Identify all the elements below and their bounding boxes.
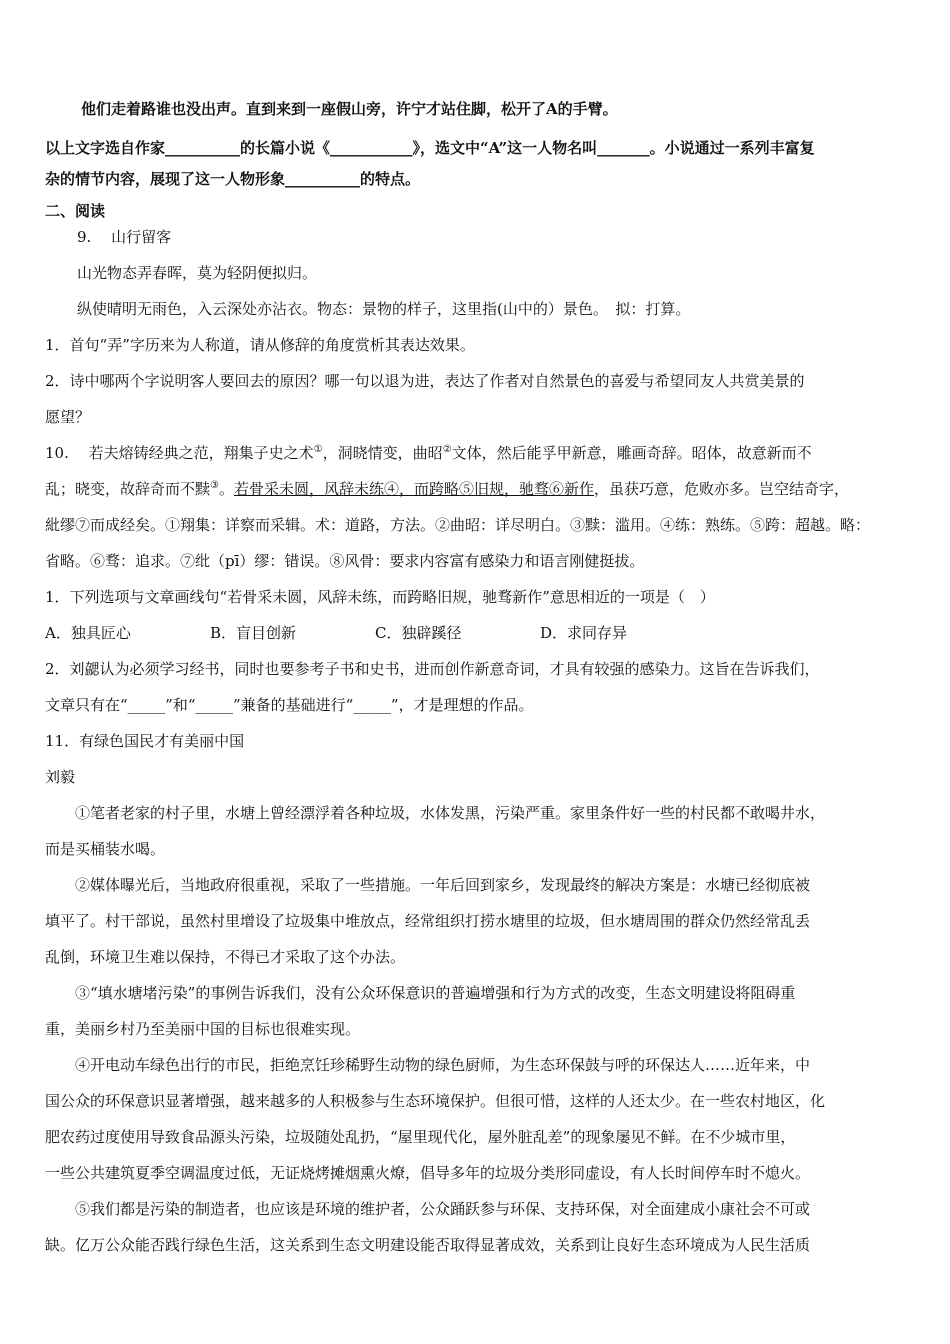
footnote-mark-1: ① <box>313 444 323 455</box>
q9-title: 9. 山行留客 <box>77 228 172 246</box>
q11-paragraph-4-line-3: 肥农药过度使用导致食品源头污染，垃圾随处乱扔，“屋里现代化，屋外脏乱差”的现象屡见不鲜。在不少城市里， <box>45 1128 796 1146</box>
option-b[interactable]: B．盲目创新 <box>210 624 297 642</box>
q10-subquestion-2-line-1: 2．刘勰认为必须学习经书，同时也要参考子书和史书，进而创作新意奇词，才具有较强的感染力。这旨在告诉我们， <box>45 660 820 678</box>
footnote-mark-3: ③ <box>210 480 219 491</box>
q11-paragraph-4-line-2: 国公众的环保意识显著增强，越来越多的人积极参与生态环境保护。但很可惜，这样的人还太少。在一些农村地区，化 <box>45 1092 826 1110</box>
q10-passage-line-3-notes: 紕缪⑦而成经矣。①翔集：详察而采辑。术：道路，方法。②曲昭：详尽明白。③黩：滥用。④练：熟练。⑤跨：超越。略： <box>45 516 871 534</box>
q11-paragraph-2-line-1: ②媒体曝光后，当地政府很重视，采取了一些措施。一年后回到家乡，发现最终的解决方案是：水塘已经彻底被 <box>75 876 811 894</box>
underlined-sentence: 若骨采未圆，风辞未练④，而跨略⑤旧规，驰骛⑥新作 <box>234 480 595 498</box>
q11-paragraph-4-line-4: 一些公共建筑夏季空调温度过低，无证烧烤摊烟熏火燎，倡导多年的垃圾分类形同虚设，有人长时间停车时不熄火。 <box>45 1164 811 1182</box>
q10-options <box>45 622 905 644</box>
q11-paragraph-5-line-1: ⑤我们都是污染的制造者，也应该是环境的维护者，公众踊跃参与环保、支持环保，对全面建成小康社会不可或 <box>75 1200 811 1218</box>
fill-blank-question-line-2: 杂的情节内容，展现了这一人物形象__________的特点。 <box>45 170 421 188</box>
q11-title: 11．有绿色国民才有美丽中国 <box>45 732 245 750</box>
q9-poem-line-1: 山光物态弄春晖，莫为轻阴便拟归。 <box>77 264 318 282</box>
q10-subquestion-1: 1．下列选项与文章画线句“若骨采未圆，风辞未练，而跨略旧规，驰骛新作”意思相近的一项是（ ） <box>45 588 715 606</box>
fill-blank-question-line-1: 以上文字选自作家__________的长篇小说《___________》，选文中“A”这一人物名叫_______。小说通过一系列丰富复 <box>45 139 815 157</box>
q9-subquestion-2-line-2: 愿望？ <box>45 408 91 426</box>
q11-paragraph-2-line-2: 填平了。村干部说，虽然村里增设了垃圾集中堆放点，经常组织打捞水塘里的垃圾，但水塘周围的群众仍然经常乱丢 <box>45 912 811 930</box>
q10-passage-line-4-notes: 省略。⑥骛：追求。⑦纰（pī）缪：错误。⑧风骨：要求内容富有感染力和语言刚健挺拔。 <box>45 552 645 570</box>
passage-excerpt-line: 他们走着路谁也没出声。直到来到一座假山旁，许宁才站住脚，松开了A的手臂。 <box>81 100 618 118</box>
footnote-mark-2: ② <box>442 444 452 455</box>
q11-paragraph-1-line-1: ①笔者老家的村子里，水塘上曾经漂浮着各种垃圾，水体发黑，污染严重。家里条件好一些的村民都不敢喝井水， <box>75 804 826 822</box>
q9-subquestion-2-line-1: 2．诗中哪两个字说明客人要回去的原因？哪一句以退为进，表达了作者对自然景色的喜爱与希望同友人共赏美景的 <box>45 372 805 390</box>
option-a[interactable]: A．独具匠心 <box>45 624 131 642</box>
section-heading-reading: 二、阅读 <box>45 202 106 220</box>
q10-passage-line-2: 乱；晓变，故辞奇而不黩③。若骨采未圆，风辞未练④，而跨略⑤旧规，驰骛⑥新作，虽获巧意，危败亦多。岂空结奇字， <box>45 480 850 498</box>
q9-poem-line-2-with-notes: 纵使晴明无雨色，入云深处亦沾衣。物态：景物的样子，这里指(山中的）景色。 拟：打算。 <box>77 300 691 318</box>
option-d[interactable]: D．求同存异 <box>540 624 628 642</box>
q11-author: 刘毅 <box>45 768 76 786</box>
q11-paragraph-4-line-1: ④开电动车绿色出行的市民，拒绝烹饪珍稀野生动物的绿色厨师，为生态环保鼓与呼的环保达人……近年来，中 <box>75 1056 811 1074</box>
q11-paragraph-2-line-3: 乱倒，环境卫生难以保持，不得已才采取了这个办法。 <box>45 948 406 966</box>
q11-paragraph-1-line-2: 而是买桶装水喝。 <box>45 840 166 858</box>
q11-paragraph-3-line-2: 重，美丽乡村乃至美丽中国的目标也很难实现。 <box>45 1020 361 1038</box>
q11-paragraph-5-line-2: 缺。亿万公众能否践行绿色生活，这关系到生态文明建设能否取得显著成效，关系到让良好生态环境成为人民生活质 <box>45 1236 811 1254</box>
q9-subquestion-1: 1．首句“弄”字历来为人称道，请从修辞的角度赏析其表达效果。 <box>45 336 475 354</box>
q10-subquestion-2-line-2: 文章只有在“_____”和“_____”兼备的基础进行“_____”，才是理想的作品。 <box>45 696 534 714</box>
q10-passage-line-1: 10. 若夫熔铸经典之范，翔集子史之术①，洞晓情变，曲昭②文体，然后能孚甲新意，雕画奇辞。昭体，故意新而不 <box>45 444 812 462</box>
option-c[interactable]: C．独辟蹊径 <box>375 624 462 642</box>
q11-paragraph-3-line-1: ③“填水塘堵污染”的事例告诉我们，没有公众环保意识的普遍增强和行为方式的改变，生态文明建设将阻碍重 <box>75 984 796 1002</box>
